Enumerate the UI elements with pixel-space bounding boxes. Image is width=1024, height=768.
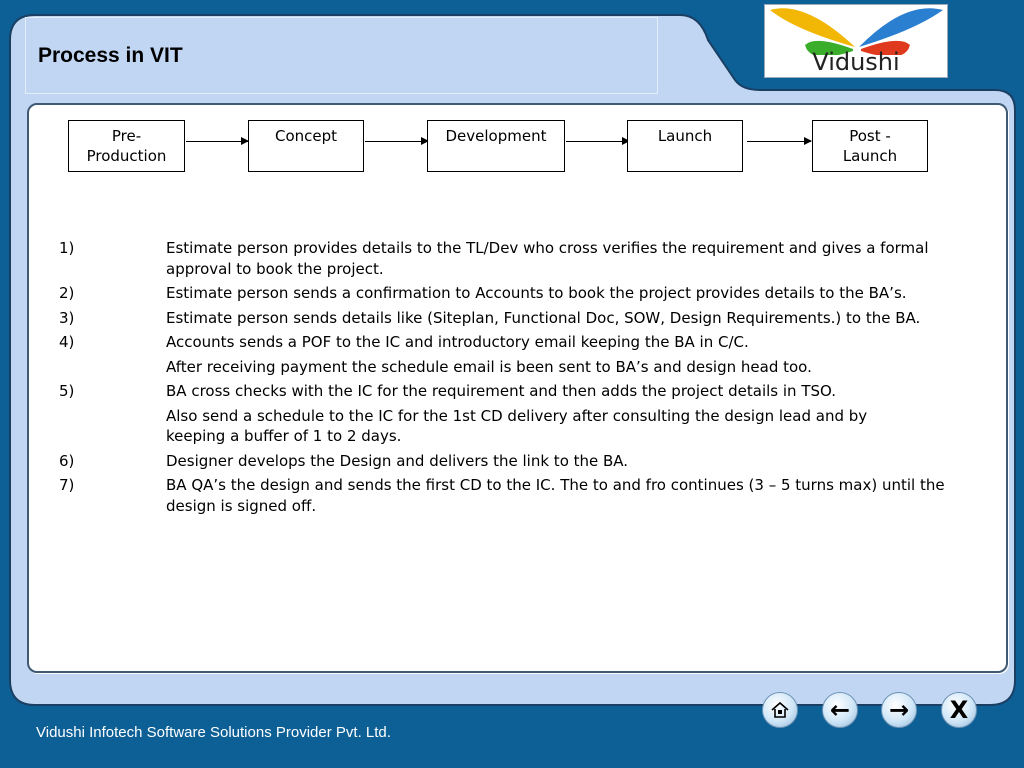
step-text: BA cross checks with the IC for the requirement and then adds the project details in TSO. [166, 382, 836, 400]
flow-step-concept: Concept [248, 120, 364, 172]
list-item [59, 308, 989, 329]
step-text: Estimate person provides details to the TL/Dev who cross verifies the requirement and gives a formal approval to book the project. [166, 239, 929, 278]
list-item [59, 475, 989, 516]
flow-step-launch: Launch [627, 120, 743, 172]
flow-step-pre-production: Pre- Production [68, 120, 185, 172]
arrow-left-icon: ← [829, 696, 851, 724]
list-item [59, 406, 989, 447]
step-number: 7) [59, 476, 75, 494]
home-icon [769, 699, 791, 721]
step-text: After receiving payment the schedule email is been sent to BA’s and design head too. [166, 357, 812, 376]
logo-text: Vidushi [812, 48, 900, 76]
list-item [59, 381, 989, 402]
step-text: BA QA’s the design and sends the first CD to the IC. The to and fro continues (3 – 5 turns max) until the design is signed off. [166, 476, 945, 515]
flow-arrow [186, 141, 248, 142]
close-icon: X [949, 696, 969, 724]
flow-step-post-launch: Post - Launch [812, 120, 928, 172]
close-button[interactable] [941, 692, 977, 728]
flow-arrow [747, 141, 811, 142]
step-number [59, 406, 166, 447]
step-number [59, 357, 166, 378]
step-number: 2) [59, 284, 75, 302]
step-text: Also send a schedule to the IC for the 1st CD delivery after consulting the design lead and by keeping a buffer of 1 to 2 days. [166, 406, 868, 445]
vidushi-logo [764, 4, 948, 78]
forward-button[interactable] [881, 692, 917, 728]
list-item [59, 283, 989, 304]
footer-company: Vidushi Infotech Software Solutions Provider Pvt. Ltd. [36, 724, 391, 741]
flow-step-development: Development [427, 120, 565, 172]
flow-arrow [566, 141, 629, 142]
step-text: Accounts sends a POF to the IC and introductory email keeping the BA in C/C. [166, 333, 749, 351]
flow-arrow [365, 141, 428, 142]
list-item [59, 451, 989, 472]
step-number: 4) [59, 333, 75, 351]
process-steps-list [59, 238, 989, 520]
step-text: Estimate person sends details like (Siteplan, Functional Doc, SOW, Design Requirements.) to the BA. [166, 308, 921, 327]
list-item [59, 357, 989, 378]
list-item [59, 238, 989, 279]
list-item [59, 332, 989, 353]
step-number: 5) [59, 382, 75, 400]
back-button[interactable] [822, 692, 858, 728]
step-text: Designer develops the Design and delivers the link to the BA. [166, 451, 629, 470]
arrow-right-icon: → [888, 696, 910, 724]
page-title: Process in VIT [38, 44, 183, 67]
step-number: 3) [59, 308, 75, 327]
step-number: 6) [59, 451, 75, 470]
title-area [25, 17, 658, 94]
home-button[interactable] [762, 692, 798, 728]
step-number: 1) [59, 239, 75, 257]
content-panel [27, 103, 1008, 673]
step-text: Estimate person sends a confirmation to Accounts to book the project provides details to the BA’s. [166, 284, 907, 302]
